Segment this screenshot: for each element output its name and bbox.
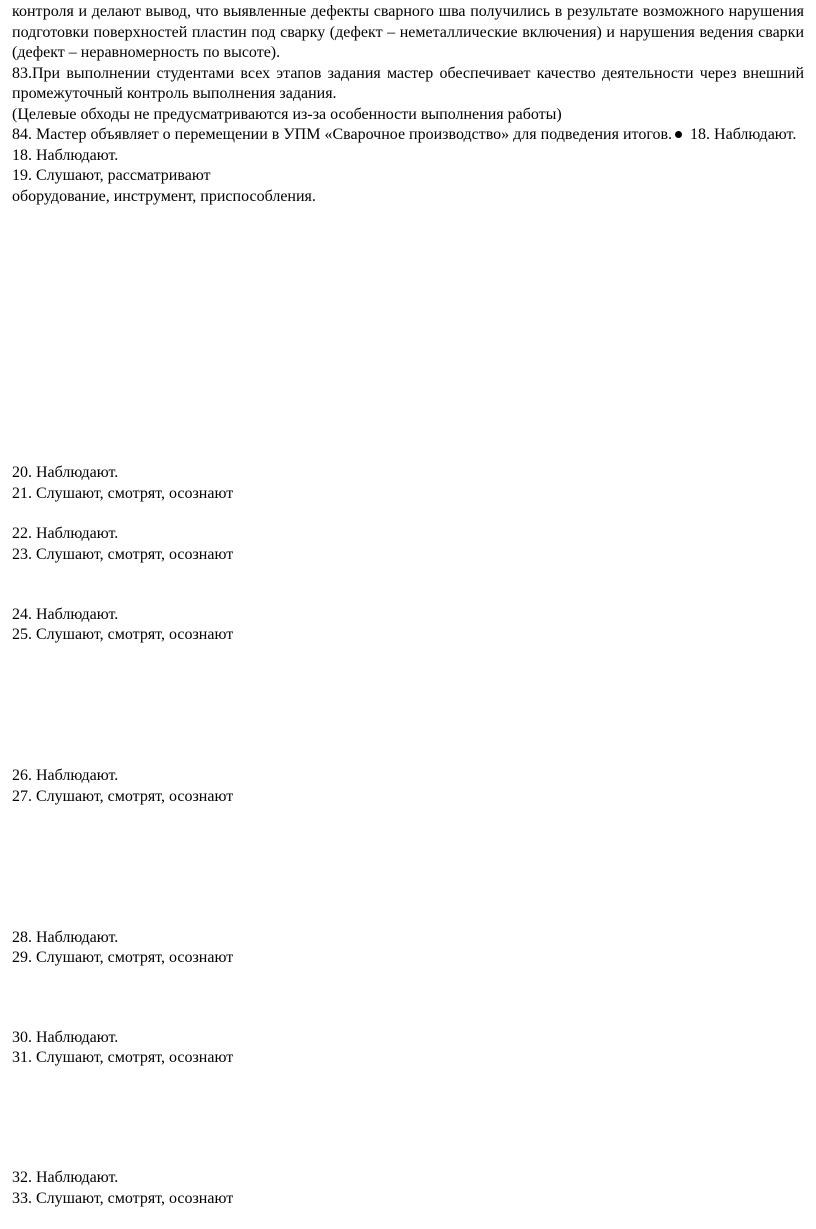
step-25: 25. Слушают, смотрят, осознают <box>12 626 234 643</box>
step-21: 21. Слушают, смотрят, осознают <box>12 485 234 502</box>
step-84-text: 84. Мастер объявляет о перемещении в УПМ «Сварочное производство» для подведения итогов. <box>12 126 673 143</box>
paragraph-step-19: 19. Слушают, рассматривают <box>12 167 211 184</box>
intro-block <box>12 2 804 207</box>
step-26: 26. Наблюдают. <box>12 767 119 784</box>
step-33: 33. Слушают, смотрят, осознают <box>12 1190 234 1207</box>
step-27: 27. Слушают, смотрят, осознают <box>12 788 234 805</box>
bullet-dot-icon <box>675 131 682 138</box>
step-28: 28. Наблюдают. <box>12 929 119 946</box>
step-20: 20. Наблюдают. <box>12 464 119 481</box>
step-31: 31. Слушают, смотрят, осознают <box>12 1049 234 1066</box>
step-84-tail: 18. Наблюдают. <box>686 126 797 143</box>
step-30: 30. Наблюдают. <box>12 1029 119 1046</box>
step-23: 23. Слушают, смотрят, осознают <box>12 546 234 563</box>
paragraph-step-84 <box>12 125 804 146</box>
paragraph-target-rounds-note: (Целевые обходы не предусматриваются из-за особенности выполнения работы) <box>12 105 562 123</box>
step-22: 22. Наблюдают. <box>12 525 119 542</box>
step-32: 32. Наблюдают. <box>12 1169 119 1186</box>
step-24: 24. Наблюдают. <box>12 606 119 623</box>
paragraph-step-18: 18. Наблюдают. <box>12 146 119 164</box>
paragraph-defects-conclusion: контроля и делают вывод, что выявленные дефекты сварного шва получились в результате возможного нарушения подготовки поверхностей пластин под сварку (дефект – неметаллические включения) и нарушения ведения сварки (дефект – неравномерность по высоте). <box>12 3 804 61</box>
step-29: 29. Слушают, смотрят, осознают <box>12 949 234 966</box>
paragraph-step-83: 83.При выполнении студентами всех этапов задания мастер обеспечивает качество деятельности через внешний промежуточный контроль выполнения задания. <box>12 64 804 102</box>
paragraph-step-19-continued: оборудование, инструмент, приспособления. <box>12 187 316 205</box>
